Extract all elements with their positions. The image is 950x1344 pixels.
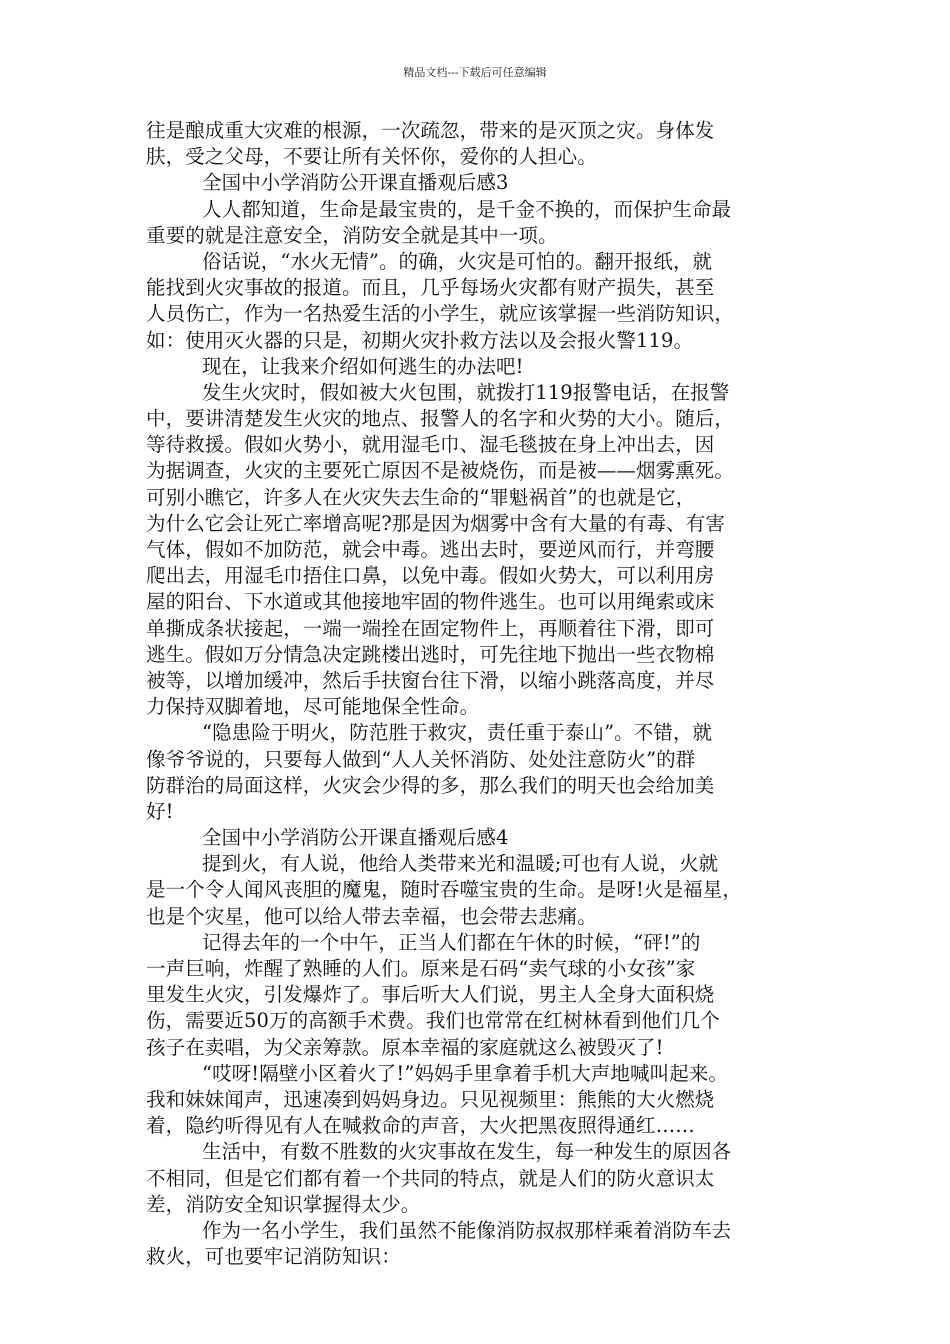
text-line: 孩子在卖唱，为父亲筹款。原本幸福的家庭就这么被毁灭了! [146,1035,664,1059]
text-line: 记得去年的一个中午，正当人们都在午休的时候，“砰!”的 [202,930,701,954]
text-line: 伤，需要近50万的高额手术费。我们也常常在红树林看到他们几个 [146,1009,720,1033]
text-line: 全国中小学消防公开课直播观后感3 [202,171,509,195]
text-line: 全国中小学消防公开课直播观后感4 [202,826,509,850]
text-line: 俗话说，“水火无情”。的确，火灾是可怕的。翻开报纸，就 [202,249,713,273]
text-line: 是一个令人闻风丧胆的魔鬼，随时吞噬宝贵的生命。是呀!火是福星， [146,878,742,902]
text-line: 气体，假如不加防范，就会中毒。逃出去时，要逆风而行，并弯腰 [146,538,715,561]
text-line: 可别小瞧它，许多人在火灾失去生命的“罪魁祸首”的也就是它， [146,485,696,509]
text-line: 为什么它会让死亡率增高呢?那是因为烟雾中含有大量的有毒、有害 [146,511,725,535]
text-line: 中，要讲清楚发生火灾的地点、报警人的名字和火势的大小。随后， [146,407,735,431]
text-line: 逃生。假如万分情急决定跳楼出逃时，可先往地下抛出一些衣物棉 [146,642,715,666]
page-header: 精品文档---下载后可任意编辑 [403,66,547,79]
text-line: 等待救援。假如火势小，就用湿毛巾、湿毛毯披在身上冲出去，因 [146,433,715,457]
text-line: 能找到火灾事故的报道。而且，几乎每场火灾都有财产损失，甚至 [146,276,715,300]
document-body [146,118,822,1270]
text-line: 救火，可也要牢记消防知识： [146,1245,401,1269]
text-line: 作为一名小学生，我们虽然不能像消防叔叔那样乘着消防车去 [202,1218,732,1242]
text-line: 人员伤亡，作为一名热爱生活的小学生，就应该掌握一些消防知识， [146,302,735,326]
text-line: 一声巨响，炸醒了熟睡的人们。原来是石码“卖气球的小女孩”家 [146,957,696,980]
text-line: 生活中，有数不胜数的火灾事故在发生，每一种发生的原因各 [202,1140,732,1164]
text-line: 像爷爷说的，只要每人做到“人人关怀消防、处处注意防火”的群 [146,747,696,771]
text-line: 里发生火灾，引发爆炸了。事后听大人们说，男主人全身大面积烧 [146,983,715,1007]
text-line: “隐患险于明火，防范胜于救灾，责任重于泰山”。不错，就 [202,721,713,745]
text-line: 也是个灾星，他可以给人带去幸福，也会带去悲痛。 [146,904,597,928]
text-line: 现在，让我来介绍如何逃生的办法吧! [202,354,524,378]
text-line: 防群治的局面这样，火灾会少得的多，那么我们的明天也会给加美 [146,773,715,797]
text-line: 重要的就是注意安全，消防安全就是其中一项。 [146,223,558,247]
text-line: 提到火，有人说，他给人类带来光和温暖;可也有人说，火就 [202,852,719,876]
text-line: 我和妹妹闻声，迅速凑到妈妈身边。只见视频里：熊熊的大火燃烧 [146,1087,715,1111]
text-line: 往是酿成重大灾难的根源，一次疏忽，带来的是灭顶之灾。身体发 [146,119,715,142]
text-line: 好! [146,799,174,823]
text-line: 被等，以增加缓冲，然后手扶窗台往下滑，以缩小跳落高度，并尽 [146,668,715,692]
text-line: 肤，受之父母，不要让所有关怀你，爱你的人担心。 [146,145,597,169]
text-line: 屋的阳台、下水道或其他接地牢固的物件逃生。也可以用绳索或床 [146,590,715,614]
text-line: 为据调查，火灾的主要死亡原因不是被烧伤，而是被——烟雾熏死。 [146,459,735,483]
text-line: 如：使用灭火器的只是，初期火灾扑救方法以及会报火警119。 [146,328,694,352]
text-line: 发生火灾时，假如被大火包围，就拨打119报警电话，在报警 [202,380,730,404]
text-line: 力保持双脚着地，尽可能地保全性命。 [146,695,480,719]
text-line: 人人都知道，生命是最宝贵的，是千金不换的，而保护生命最 [202,197,732,221]
text-line: 单撕成条状接起，一端一端拴在固定物件上，再顺着往下滑，即可 [146,616,715,640]
text-line: 差，消防安全知识掌握得太少。 [146,1192,421,1216]
text-line: 不相同，但是它们都有着一个共同的特点，就是人们的防火意识太 [146,1166,715,1190]
text-line: 爬出去，用湿毛巾捂住口鼻，以免中毒。假如火势大，可以利用房 [146,564,715,588]
text-line: 着，隐约听得见有人在喊救命的声音，大火把黑夜照得通红…… [146,1114,695,1138]
text-line: “哎呀!隔壁小区着火了!”妈妈手里拿着手机大声地喊叫起来。 [202,1061,729,1085]
